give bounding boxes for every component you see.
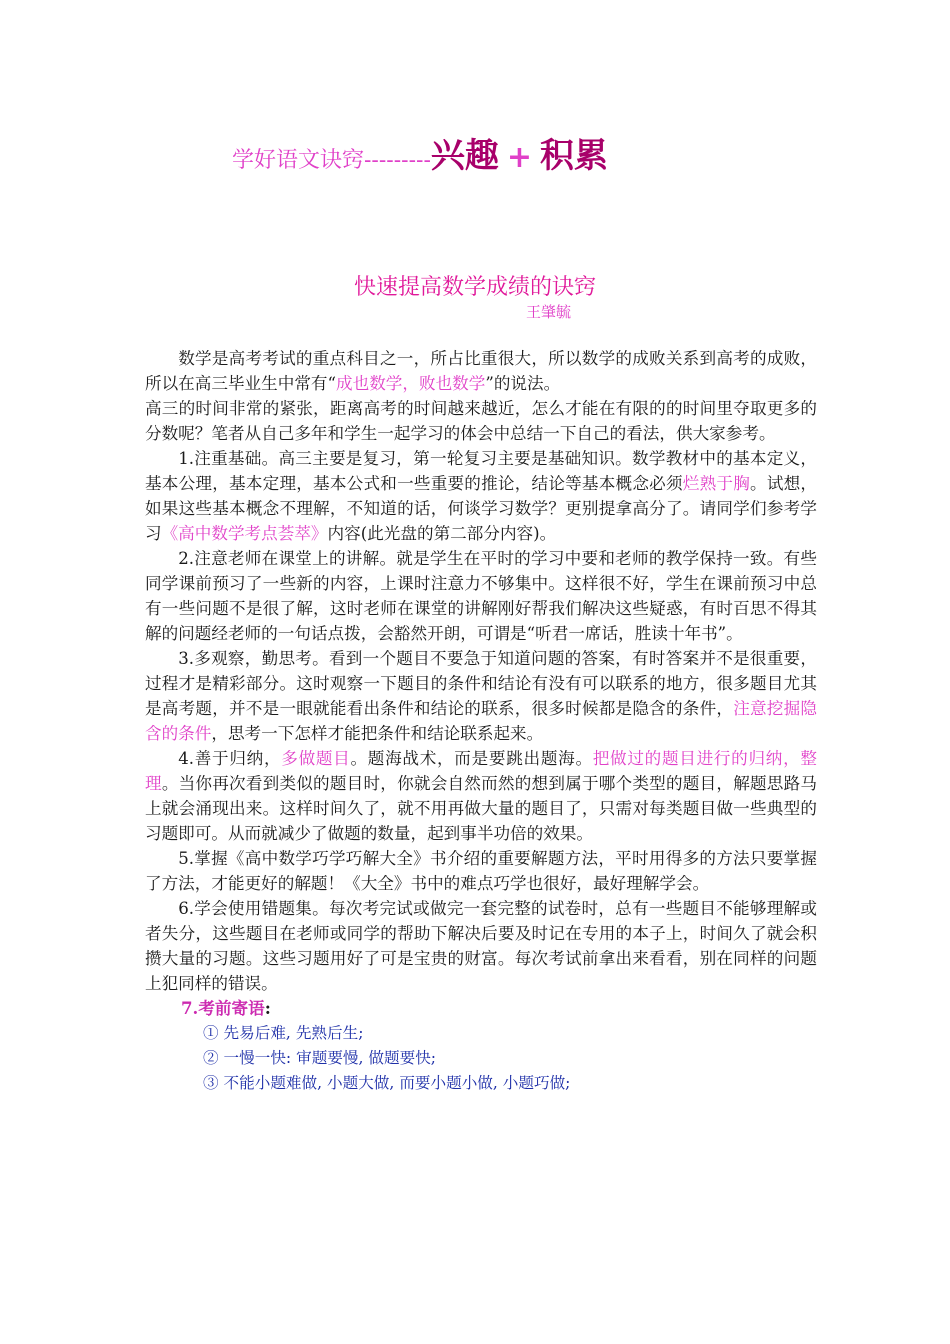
tips-heading: 7.考前寄语: xyxy=(181,998,271,1018)
paragraph-step-1: 1.注重基础。高三主要是复习，第一轮复习主要是基础知识。数学教材中的基本定义，基本公理，基本定理，基本公式和一些重要的推论，结论等基本概念必须烂熟于胸。试想，如果这些基本概念不理解，不知道的话，何谈学习数学？更别提拿高分了。请同学们参考学习《高中数学考点荟萃》内容(此光盘的第二部分内容)。 xyxy=(145,449,818,543)
article-title: 快速提高数学成绩的诀窍 xyxy=(353,275,596,300)
article-author: 王肇毓 xyxy=(526,303,572,321)
tips-list xyxy=(145,1021,817,1096)
header-lead: 学好语文诀窍--------- xyxy=(232,148,431,173)
tip-item: ① 先易后难, 先熟后生; xyxy=(203,1024,364,1042)
highlight-memorize: 烂熟于胸 xyxy=(682,474,751,493)
page-header xyxy=(232,128,608,177)
paragraph-step-6: 6.学会使用错题集。每次考完试或做完一套完整的试卷时，总有一些题目不能够理解或者失分，这些题目在老师或同学的帮助下解决后要及时记在专用的本子上，时间久了就会积攒大量的习题。这些习题用好了可是宝贵的财富。每次考试前拿出来看看，别在同样的问题上犯同样的错误。 xyxy=(145,899,817,993)
highlight-hidden-conditions: 注意挖掘隐含的条件 xyxy=(145,699,818,743)
highlight-saying: 成也数学，败也数学 xyxy=(336,374,486,393)
tip-item: ② 一慢一快: 审题要慢, 做题要快; xyxy=(203,1049,437,1067)
header-word-interest: 兴趣 xyxy=(430,136,499,176)
highlight-summarize: 把做过的题目进行的归纳，整理 xyxy=(145,749,817,793)
header-word-accumulate: 积累 xyxy=(540,136,609,176)
paragraph-step-3: 3.多观察，勤思考。看到一个题目不要急于知道问题的答案，有时答案并不是很重要，过程才是精彩部分。这时观察一下题目的条件和结论有没有可以联系的地方，很多题目尤其是高考题，并不是一眼就能看出条件和结论的联系，很多时候都是隐含的条件，注意挖掘隐含的条件，思考一下怎样才能把条件和结论联系起来。 xyxy=(145,649,818,743)
highlight-book-title: 《高中数学考点荟萃》 xyxy=(161,524,328,543)
paragraph-step-2: 2.注意老师在课堂上的讲解。就是学生在平时的学习中要和老师的教学保持一致。有些同学课前预习了一些新的内容，上课时注意力不够集中。这样很不好，学生在课前预习中总有一些问题不是很了解，这时老师在课堂的讲解刚好帮我们解决这些疑惑，有时百思不得其解的问题经老师的一句话点拨，会豁然开朗，可谓是“听君一席话，胜读十年书”。 xyxy=(145,549,817,643)
highlight-practice: 多做题目 xyxy=(281,749,351,768)
article-body xyxy=(145,346,817,1096)
paragraph-time: 高三的时间非常的紧张，距离高考的时间越来越近，怎么才能在有限的的时间里夺取更多的分数呢？笔者从自己多年和学生一起学习的体会中总结一下自己的看法，供大家参考。 xyxy=(145,399,817,443)
paragraph-step-4: 4.善于归纳，多做题目。题海战术，而是要跳出题海。把做过的题目进行的归纳，整理。当你再次看到类似的题目时，你就会自然而然的想到属于哪个类型的题目，解题思路马上就会涌现出来。这样时间久了，就不用再做大量的题目了，只需对每类题目做一些典型的习题即可。从而就减少了做题的数量，起到事半功倍的效果。 xyxy=(145,749,818,843)
paragraph-intro: 数学是高考考试的重点科目之一，所占比重很大，所以数学的成败关系到高考的成败，所以在高三毕业生中常有“成也数学，败也数学”的说法。 xyxy=(145,349,817,393)
header-plus: + xyxy=(506,140,533,175)
paragraph-step-5: 5.掌握《高中数学巧学巧解大全》书介绍的重要解题方法，平时用得多的方法只要掌握了方法，才能更好的解题！《大全》书中的难点巧学也很好，最好理解学会。 xyxy=(145,849,817,893)
tip-item: ③ 不能小题难做, 小题大做, 而要小题小做, 小题巧做; xyxy=(203,1074,571,1092)
